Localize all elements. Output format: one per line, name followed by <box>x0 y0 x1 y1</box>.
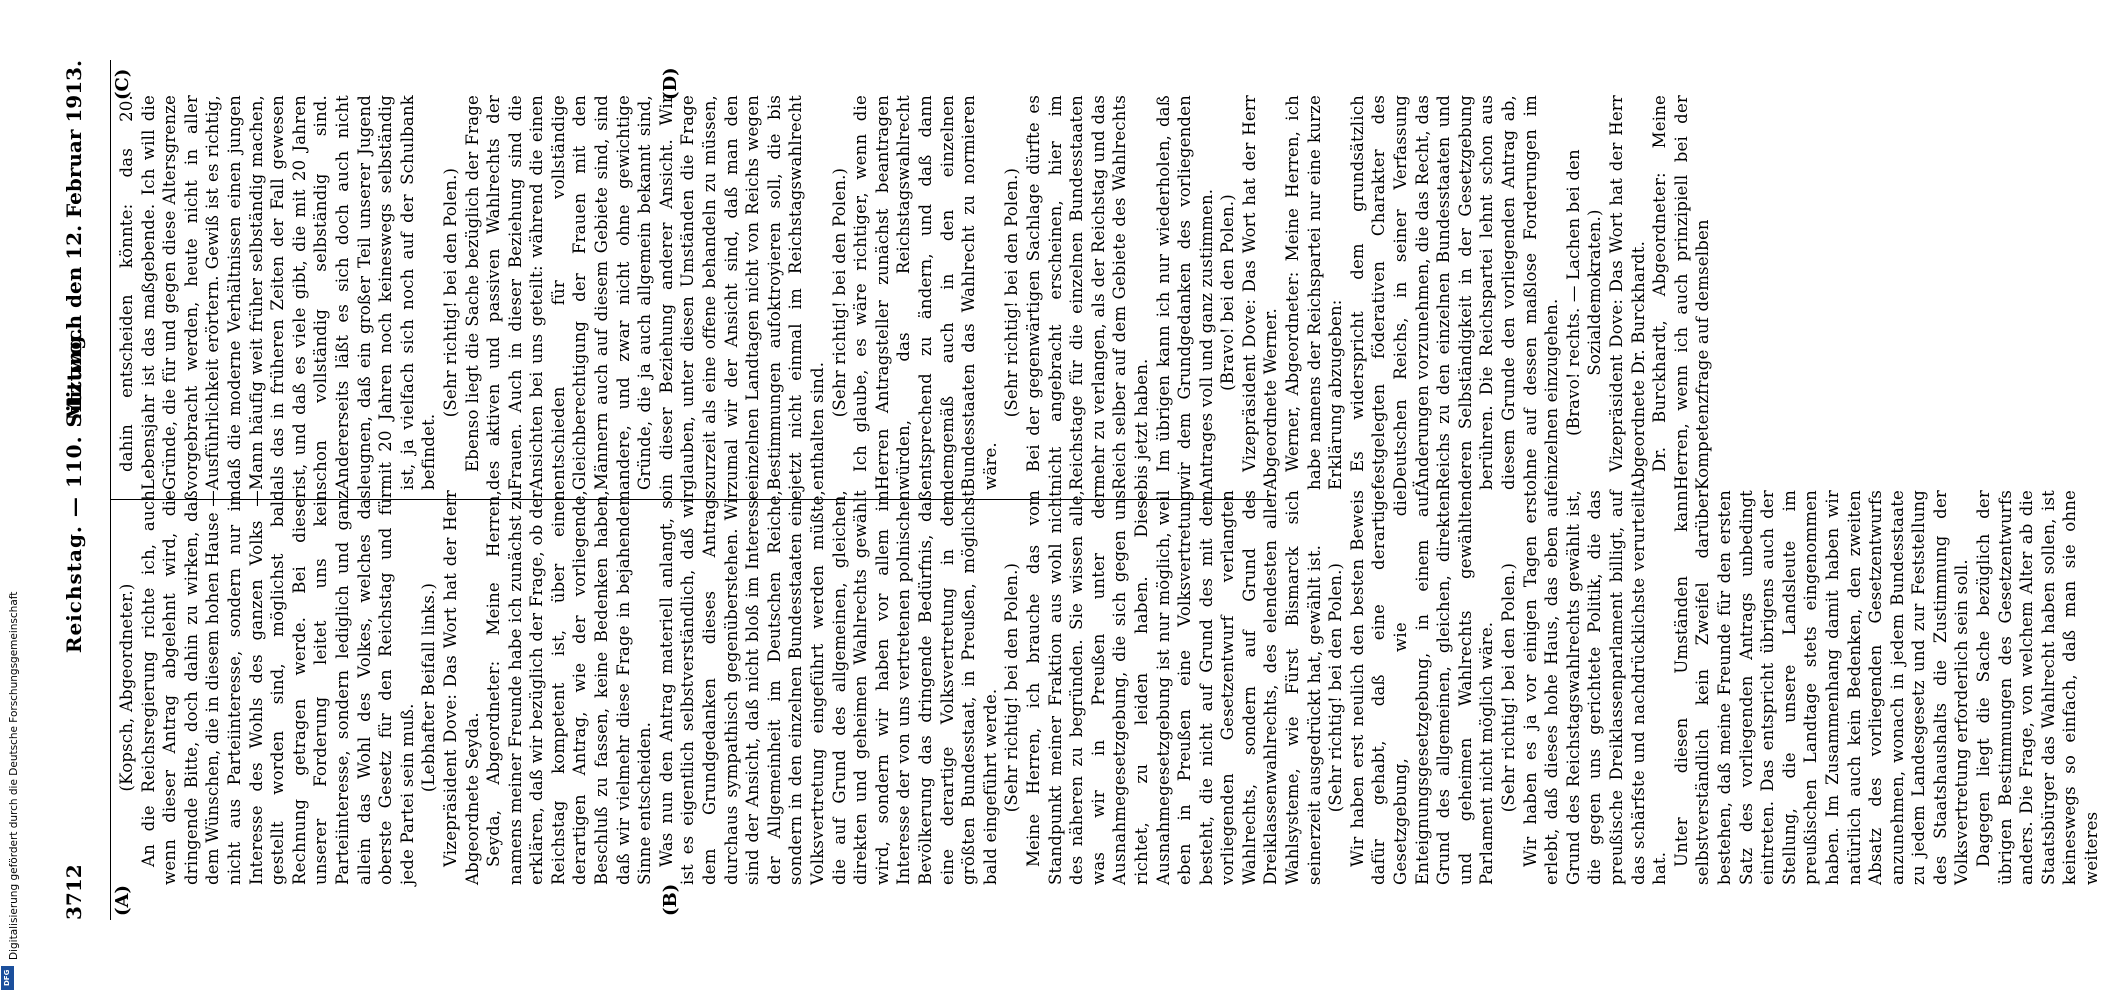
left-column-paragraph: (Sehr richtig! bei den Polen.) <box>1326 562 1346 813</box>
dfg-logo: DFG <box>1 966 14 990</box>
margin-mark-b: (B) <box>660 883 681 916</box>
left-text-column <box>116 490 2103 885</box>
digitization-note: Digitalisierung gefördert durch die Deutsche Forschungsgemeinschaft <box>8 591 20 960</box>
left-column-paragraph: An die Reichsregierung richte ich, auch wenn dieser Antrag abgelehnt wird, die dringende Bitte, doch dahin zu wirken, daß dem Wünschen, die in diesem hohen Hause — nicht aus Parteiinteresse, sondern nur im Interesse des Wohls des ganzen Volks — gestellt worden sind, möglichst bald Rechnung getragen werde. Bei dieser unserer Forderung leitet uns kein Parteiinteresse, sondern lediglich und ganz allein das Wohl des Volkes, welches das oberste Gesetz für den Reichstag und für jede Partei sein muß. <box>138 490 417 885</box>
right-column-paragraph: Bei der gegenwärtigen Sachlage dürfte es nicht angebracht erscheinen, hier im Reichstage für die einzelnen Bundesstaaten mehr zu verlangen, als der Reichstag und das Reich selber auf dem Gebiete des Wahlrechts bis jetzt haben. <box>1023 95 1151 490</box>
right-column-paragraph: Dr. Burckhardt, Abgeordneter: Meine Herren, wenn ich auch prinzipiell bei der Kompetenzfrage auf demselben <box>1650 95 1713 490</box>
right-column-paragraph: Im übrigen kann ich nur wiederholen, daß wir dem Grundgedanken des vorliegenden Antrages voll und ganz zustimmen. <box>1153 95 1216 490</box>
margin-mark-c: (C) <box>112 68 133 100</box>
left-column-paragraph: Was nun den Antrag materiell anlangt, so ist es eigentlich selbstverständlich, daß wir dem Grundgedanken dieses Antrags durchaus sympathisch gegenüberstehen. Wir sind der Ansicht, daß nicht bloß im Interesse der Allgemeinheit im Deutschen Reiche, sondern in den einzelnen Bundesstaaten eine Volksvertretung eingeführt werden müßte, die auf Grund des allgemeinen, gleichen, direkten und geheimen Wahlrechts gewählt wird, sondern wir haben vor allem im Interesse der von uns vertretenen polnischen Bevölkerung das dringende Bedürfnis, daß eine derartige Volksvertretung in dem größten Bundesstaat, in Preußen, möglichst bald eingeführt werde. <box>656 490 1000 885</box>
running-head: Reichstag. — 110. Sitzung. <box>62 326 86 654</box>
right-column-paragraph: Ebenso liegt die Sache bezüglich der Frage des aktiven und passiven Wahlrechts der Frauen. Auch in dieser Beziehung sind die Ansichten bei uns geteilt: während die einen entschieden für vollständige Gleichberechtigung der Frauen mit den Männern auch auf diesem Gebiete sind, sind andere, und zwar nicht ohne gewichtige Gründe, die ja auch allgemein bekannt sind, in dieser Beziehung anderer Ansicht. Wir glauben, unter diesen Umständen die Frage zurzeit als eine offene behandeln zu müssen, zumal wir der Ansicht sind, daß man den einzelnen Landtagen nicht von Reichs wegen Bestimmungen aufoktroyieren soll, die bis jetzt nicht einmal im Reichstagswahlrecht enthalten sind. <box>462 95 827 490</box>
right-column-paragraph: Vizepräsident Dove: Das Wort hat der Herr Abgeordnete Werner. <box>1239 95 1281 490</box>
right-column-paragraph: Es widerspricht dem grundsätzlich festgelegten föderativen Charakter des Deutschen Reichs, in seiner Verfassung Änderungen vorzunehmen, die das Recht, das Reichs zu den einzelnen Bundesstaaten und deren Selbständigkeit in der Gesetzgebung berühren. Die Reichspartei lehnt schon aus diesem Grunde den vorliegenden Antrag ab, ohne auf dessen maßlose Forderungen im einzelnen einzugehen. <box>1347 95 1562 490</box>
right-column-paragraph: (Sehr richtig! bei den Polen.) <box>440 167 460 418</box>
right-text-column <box>116 95 1714 490</box>
left-column-paragraph: Meine Herren, ich brauche das vom Standpunkt meiner Fraktion aus wohl nicht des näheren zu begründen. Sie wissen alle, was wir in Preußen unter der Ausnahmegesetzgebung, die sich gegen uns richtet, zu leiden haben. Diese Ausnahmegesetzgebung ist nur möglich, weil eben in Preußen eine Volksvertretung besteht, die nicht auf Grund des mit dem vorliegenden Gesetzentwurf verlangten Wahlrechts, sondern auf Grund des Dreiklassenwahlrechts, des elendesten aller Wahlsysteme, wie Fürst Bismarck sich seinerzeit ausgedrückt hat, gewählt ist. <box>1023 490 1324 885</box>
margin-mark-a: (A) <box>112 885 133 916</box>
left-column-paragraph: (Sehr richtig! bei den Polen.) <box>1002 562 1022 813</box>
left-column-paragraph: Wir haben erst neulich den besten Beweis dafür gehabt, daß eine derartige Gesetzgebung, wie die Enteignungsgesetzgebung, in einem auf Grund des allgemeinen, gleichen, direkten und geheimen Wahlrechts gewählten Parlament nicht möglich wäre. <box>1347 490 1497 885</box>
right-column-paragraph: (Sehr richtig! bei den Polen.) <box>829 167 849 418</box>
left-column-paragraph: Unter diesen Umständen kann selbstverständlich kein Zweifel darüber bestehen, daß meine Freunde für den ersten Satz des vorliegenden Antrags unbedingt eintreten. Das entspricht übrigens auch der Stellung, die unsere Landsleute im preußischen Landtage stets eingenommen haben. Im Zusammenhang damit haben wir natürlich auch kein Bedenken, den zweiten Absatz des vorliegenden Gesetzentwurfs anzunehmen, wonach in jedem Bundesstaate zu jedem Landesgesetz und zur Feststellung des Staatshaushalts die Zustimmung der Volksvertretung erforderlich sein soll. <box>1671 490 1972 885</box>
left-column-paragraph: (Kopsch, Abgeordneter.) <box>117 583 136 792</box>
page-number: 3712 <box>62 864 86 920</box>
right-column-paragraph: (Bravo! bei den Polen.) <box>1218 194 1238 391</box>
left-column-paragraph: Seyda, Abgeordneter: Meine Herren, namens meiner Freunde habe ich zunächst zu erklären, daß wir bezüglich der Frage, ob der Reichstag kompetent ist, über einen derartigen Antrag, wie der vorliegende, Beschluß zu fassen, keine Bedenken haben, daß wir vielmehr diese Frage in bejahendem Sinne entscheiden. <box>484 490 655 885</box>
right-column-paragraph: (Bravo! rechts. — Lachen bei den Sozialdemokraten.) <box>1563 149 1605 436</box>
left-column-paragraph: Dagegen liegt die Sache bezüglich der übrigen Bestimmungen des Gesetzentwurfs anders. Die Frage, von welchem Alter ab die Staatsbürger das Wahlrecht haben sollen, ist keineswegs so einfach, daß man sie ohne weiteres <box>1974 490 2102 885</box>
left-column-paragraph: Wir haben es ja vor einigen Tagen erst erlebt, daß dieses hohe Haus, das eben auf Grund des Reichstagswahlrechts gewählt ist, die gegen uns gerichtete Politik, die das preußische Dreiklassenparlament billigt, auf das schärfste und nachdrücklichste verurteilt hat. <box>1520 490 1670 885</box>
right-column-paragraph: (Sehr richtig! bei den Polen.) <box>1002 167 1022 418</box>
session-date: Mittwoch den 12. Februar 1913. <box>62 60 86 421</box>
margin-mark-d: (D) <box>660 67 681 100</box>
left-column-paragraph: (Lebhafter Beifall links.) <box>419 582 439 793</box>
right-column-paragraph: Werner, Abgeordneter: Meine Herren, ich habe namens der Reichspartei nur eine kurze Erklärung abzugeben: <box>1283 95 1346 490</box>
right-column-paragraph: Ich glaube, es wäre richtiger, wenn die Herren Antragsteller zunächst beantragen würden, das Reichstagswahlrecht entsprechend zu ändern, und daß dann demgemäß auch in den einzelnen Bundesstaaten das Wahlrecht zu normieren wäre. <box>851 95 1000 490</box>
column-divider <box>110 499 1270 500</box>
right-column-paragraph: Vizepräsident Dove: Das Wort hat der Herr Abgeordnete Dr. Burckhardt. <box>1606 95 1648 490</box>
left-column-paragraph: (Sehr richtig! bei den Polen.) <box>1499 562 1518 813</box>
left-column-paragraph: Vizepräsident Dove: Das Wort hat der Herr Abgeordnete Seyda. <box>440 490 482 885</box>
right-column-paragraph: dahin entscheiden könnte: das 20. Lebensjahr ist das maßgebende. Ich will die Gründe, die für und gegen diese Altersgrenze vorgebracht werden, heute nicht in aller Ausführlichkeit erörtern. Gewiß ist es richtig, daß die moderne Verhältnissen einen jungen Mann häufig weit früher selbständig machen, als das in früheren Zeiten der Fall gewesen ist, und daß es viele gibt, die mit 20 Jahren schon vollständig selbständig sind. Andererseits läßt es sich doch auch nicht leugnen, daß ein großer Teil unserer Jugend mit 20 Jahren noch keineswegs selbständig ist, ja vielfach sich noch auf der Schulbank befindet. <box>117 95 439 490</box>
running-header <box>58 60 111 920</box>
